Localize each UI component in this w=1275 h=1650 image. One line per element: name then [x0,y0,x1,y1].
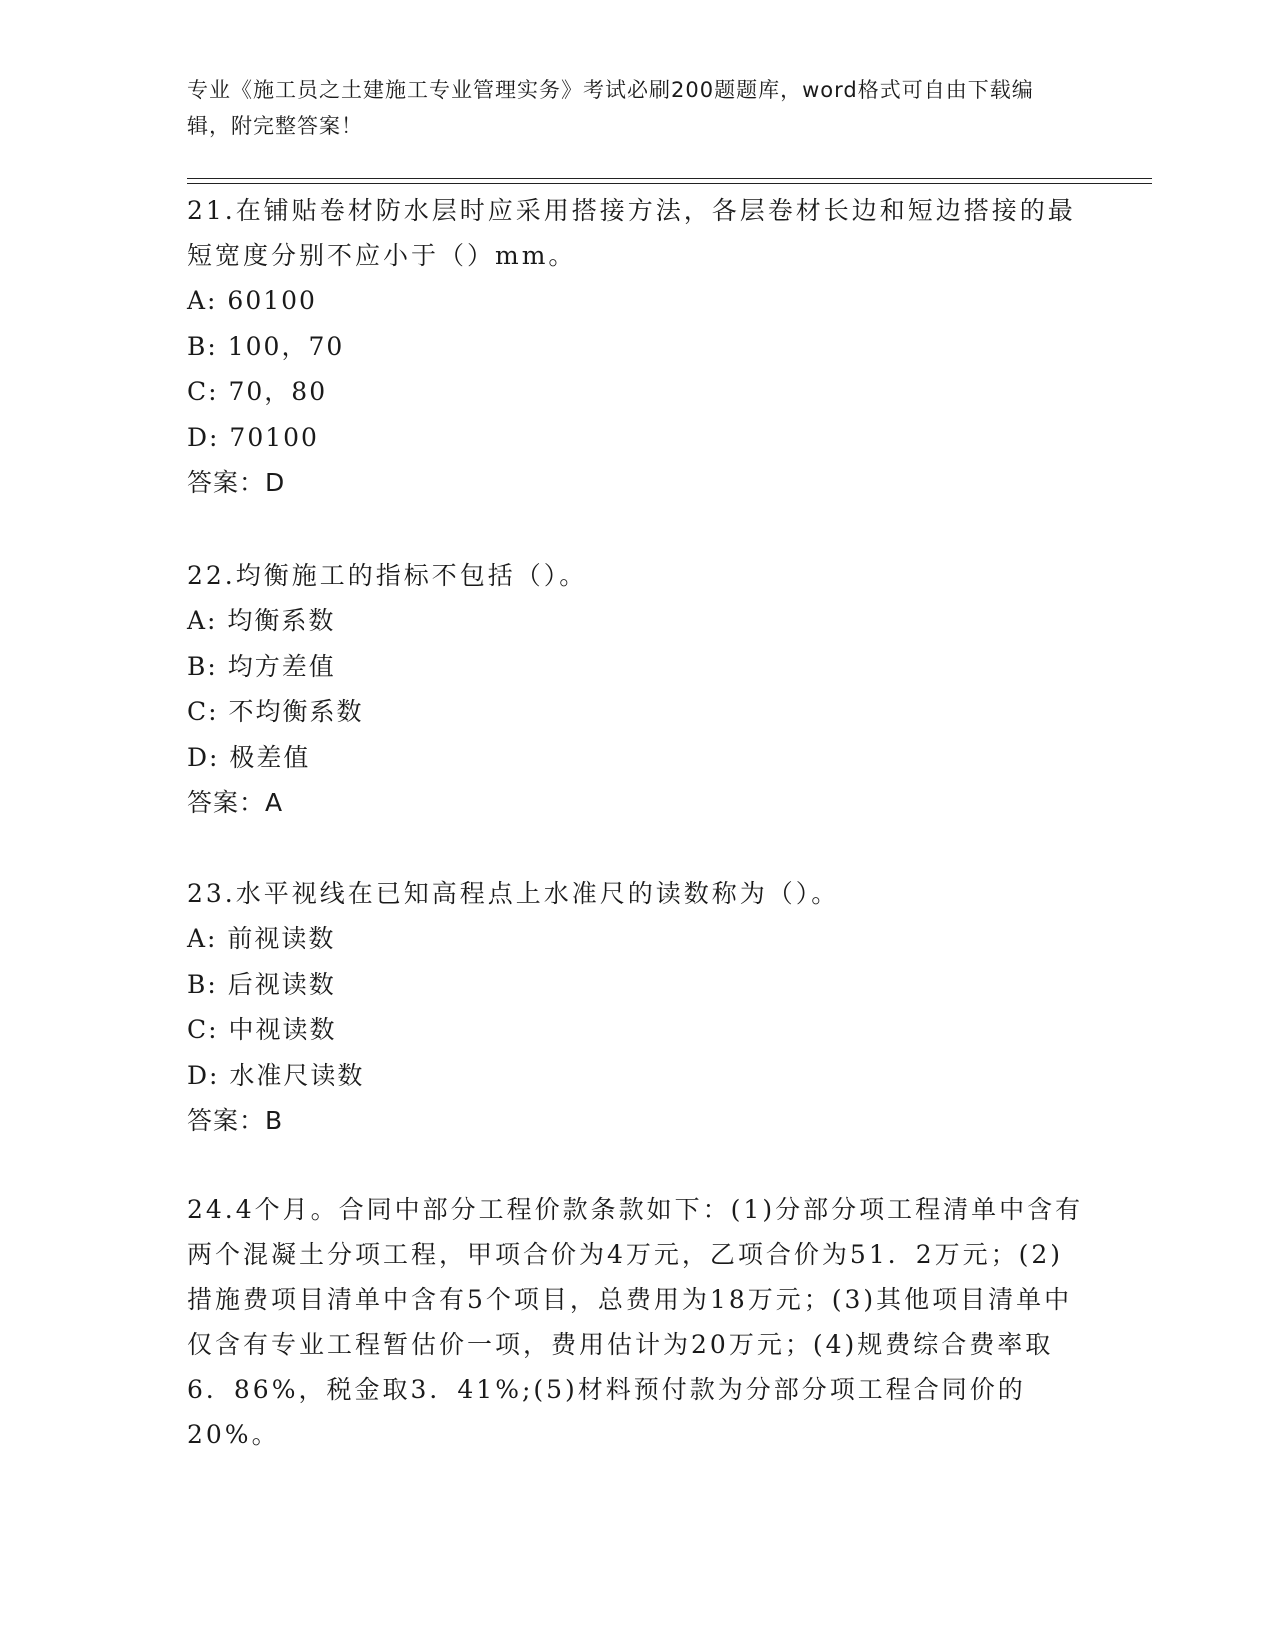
question-24 [187,1187,1087,1457]
option-a: A: 60100 [187,286,317,315]
option-b: B: 后视读数 [187,969,336,999]
option-d: D: 70100 [187,422,319,452]
option-b: B: 100，70 [187,331,345,361]
option-a: A: 均衡系数 [187,606,336,635]
question-22 [187,553,1087,825]
header-divider-top [187,178,1152,179]
question-stem: 24.4个月。合同中部分工程价款条款如下：(1)分部分项工程清单中含有两个混凝土分项工程，甲项合价为4万元，乙项合价为51．2万元；(2)措施费项目清单中含有5个项目，总费用为18万元；(3)其他项目清单中仅含有专业工程暂估价一项，费用估计为20万元；(4)规费综合费率取6．86%，税金取3．41%;(5)材料预付款为分部分项工程合同价的20%。 [187,1195,1084,1449]
question-21 [187,188,1087,505]
answer-line: 答案：B [187,1106,284,1135]
option-d: D: 水准尺读数 [187,1060,365,1090]
question-stem: 23.水平视线在已知高程点上水准尺的读数称为（）。 [187,879,840,908]
option-d: D: 极差值 [187,742,311,772]
question-23 [187,871,1087,1143]
question-stem: 22.均衡施工的指标不包括（）。 [187,561,588,590]
document-header: 专业《施工员之土建施工专业管理实务》考试必刷200题题库，word格式可自由下载编辑，附完整答案！ [187,78,1034,138]
option-c: C: 70，80 [187,377,328,406]
answer-line: 答案：D [187,468,286,497]
option-b: B: 均方差值 [187,651,336,681]
answer-line: 答案：A [187,788,284,817]
header-divider-bottom [187,183,1152,184]
option-c: C: 不均衡系数 [187,697,364,726]
option-c: C: 中视读数 [187,1015,337,1044]
question-stem: 21.在铺贴卷材防水层时应采用搭接方法，各层卷材长边和短边搭接的最短宽度分别不应小于（）mm。 [187,196,1076,270]
option-a: A: 前视读数 [187,924,336,953]
